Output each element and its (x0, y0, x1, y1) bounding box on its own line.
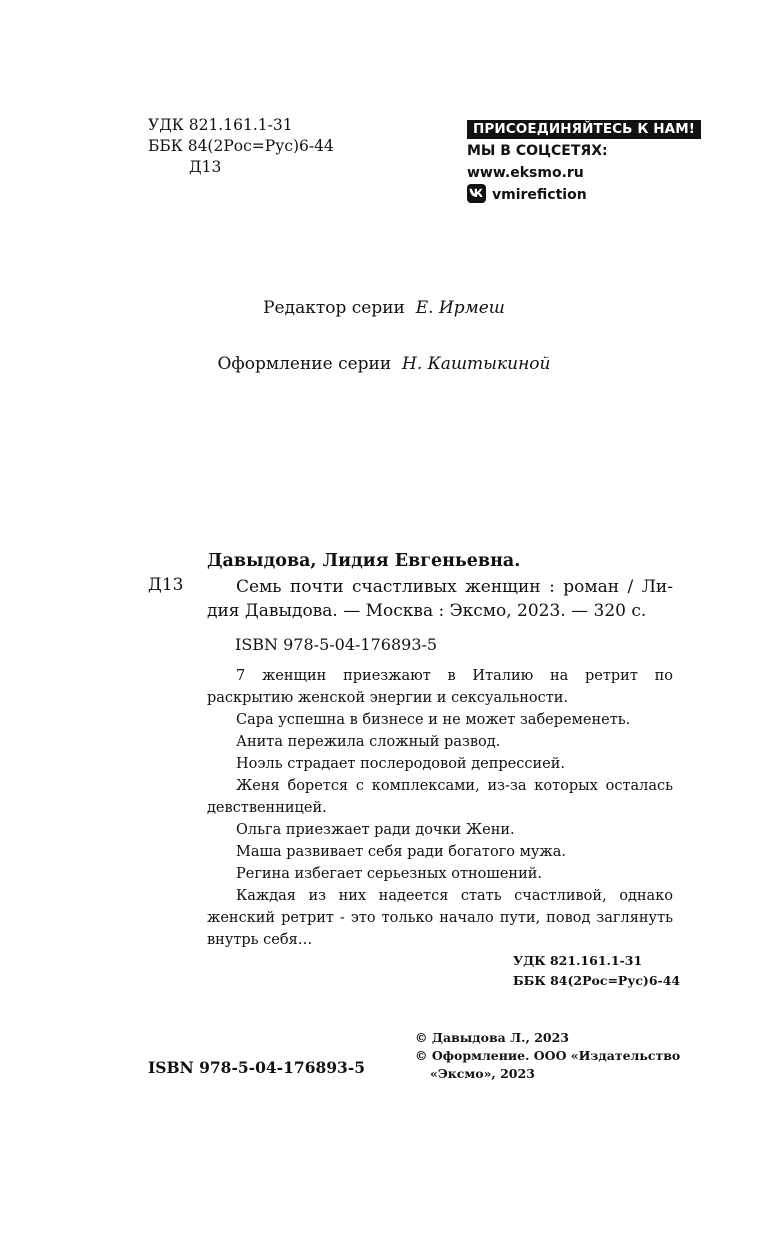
series-design-credit (0, 354, 768, 374)
vk-link[interactable] (467, 184, 701, 206)
record-title (207, 575, 673, 623)
record-title-line-2: дия Давыдова. — Москва : Эксмо, 2023. — 320 с. (207, 601, 647, 621)
vk-handle: vmirefiction (492, 187, 587, 203)
classification-codes (148, 115, 334, 178)
copyright-block (415, 1029, 681, 1083)
series-editor-name: Е. Ирмеш (415, 298, 505, 318)
record-isbn: ISBN 978-5-04-176893-5 (235, 635, 438, 654)
record-bbk: ББК 84(2Рос=Рус)6-44 (513, 973, 681, 988)
copyright-author: © Давыдова Л., 2023 (415, 1030, 569, 1045)
annotation-paragraph: Анита пережила сложный развод. (236, 734, 501, 750)
footer-isbn: ISBN 978-5-04-176893-5 (148, 1058, 366, 1077)
join-us-banner: ПРИСОЕДИНЯЙТЕСЬ К НАМ! (467, 120, 701, 139)
record-author: Давыдова, Лидия Евгеньевна. (207, 551, 521, 571)
record-codes (513, 951, 680, 991)
vk-icon (467, 184, 486, 203)
annotation-paragraph: Женя борется с комплексами, из-за которых осталась девственницей. (207, 778, 673, 816)
annotation-paragraph: Ольга приезжает ради дочки Жени. (236, 822, 515, 838)
author-mark: Д13 (189, 158, 222, 176)
udk-code: УДК 821.161.1-31 (148, 116, 293, 134)
record-call-number: Д13 (148, 575, 184, 595)
annotation-paragraph: Маша развивает себя ради богатого мужа. (236, 844, 567, 860)
social-heading: МЫ В СОЦСЕТЯХ: (467, 143, 608, 159)
copyright-design-line-1: © Оформление. ООО «Издательство (415, 1048, 681, 1063)
copyright-design-line-2: «Эксмо», 2023 (430, 1066, 535, 1081)
series-design-label: Оформление серии (217, 354, 392, 374)
series-design-name: Н. Каштыкиной (402, 354, 551, 374)
annotation-paragraph: Регина избегает серьезных отношений. (236, 866, 543, 882)
annotation-paragraph: Ноэль страдает послеродовой депрессией. (236, 756, 566, 772)
record-title-line-1: Семь почти счастливых женщин : роман / Ли- (236, 577, 673, 597)
record-udk: УДК 821.161.1-31 (513, 953, 643, 968)
annotation-paragraph: Каждая из них надеется стать счастливой, однако женский ретрит - это только начало пути, повод заглянуть внутрь себя… (207, 888, 673, 948)
social-block (467, 118, 701, 206)
bbk-code: ББК 84(2Рос=Рус)6-44 (148, 137, 334, 155)
website-link[interactable]: www.eksmo.ru (467, 165, 584, 181)
annotation-paragraph: 7 женщин приезжают в Италию на ретрит по раскрытию женской энергии и сексуальности. (207, 668, 673, 706)
series-editor-label: Редактор серии (263, 298, 405, 318)
annotation-paragraph: Сара успешна в бизнесе и не может забеременеть. (236, 712, 631, 728)
annotation (207, 665, 673, 951)
series-editor-credit (0, 298, 768, 318)
